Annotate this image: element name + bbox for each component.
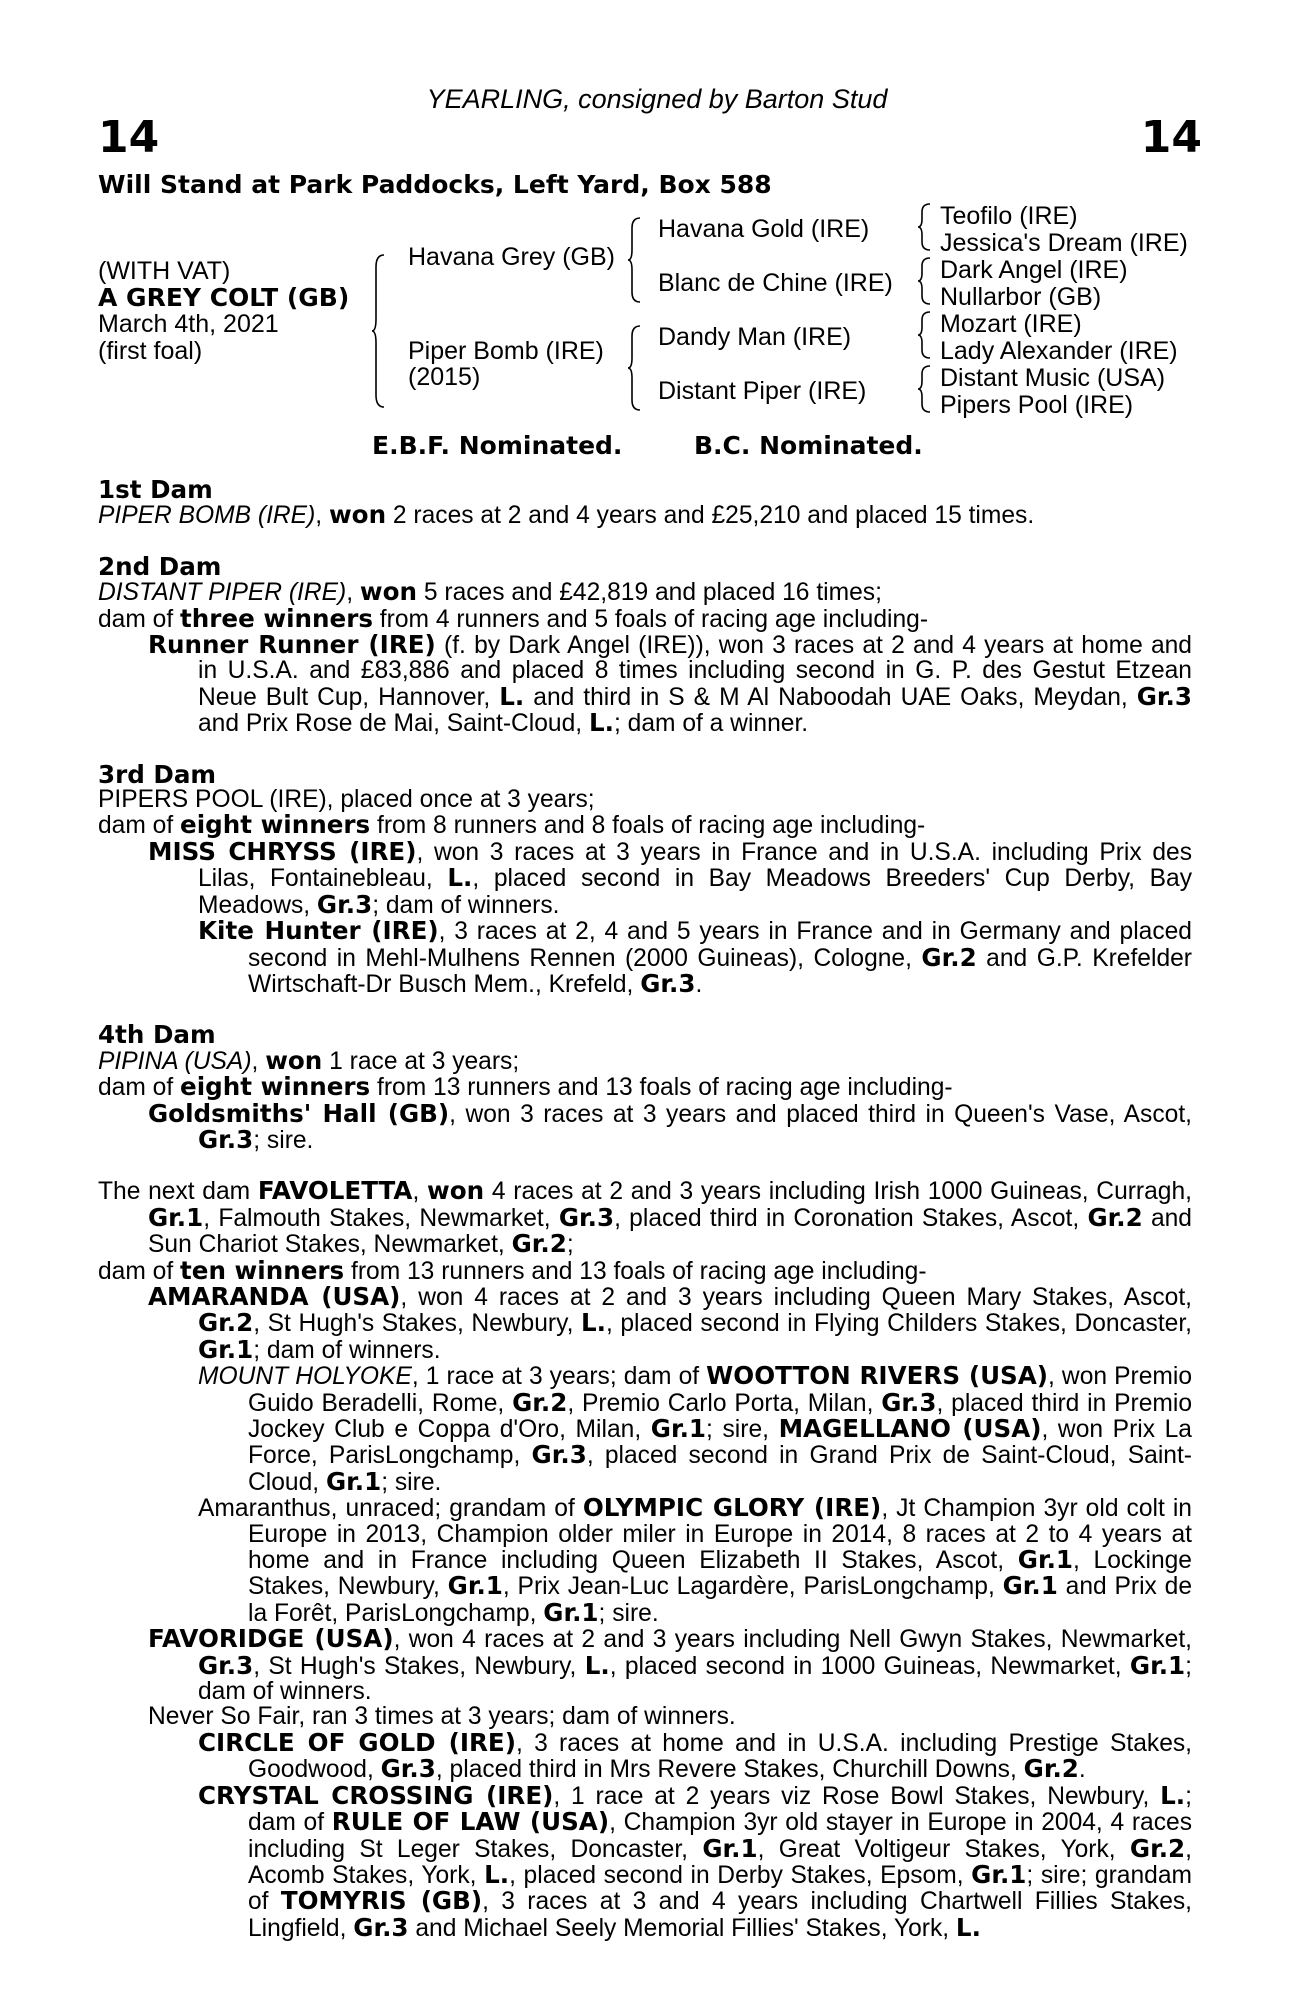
miss-chryss-entry: MISS CHRYSS (IRE), won 3 races at 3 years in France and in U.S.A. including Prix des Lilas, Fontainebleau, L., placed second in Bay Meadows Breeders' Cup Derby, Bay Meadows, Gr.3; dam of winners.: [148, 836, 1193, 919]
horse-name: CRYSTAL CROSSING (IRE): [198, 1780, 554, 1810]
horse-name: Kite Hunter (IRE): [198, 916, 439, 946]
circle-of-gold-entry: CIRCLE OF GOLD (IRE), 3 races at home and in U.S.A. including Prestige Stakes, Goodwood, Gr.3, placed third in Mrs Revere Stakes, Churchill Downs, Gr.2.: [198, 1727, 1192, 1784]
dam2-produce: [98, 603, 1192, 633]
dam: Piper Bomb (IRE): [408, 337, 604, 365]
mount-holyoke-entry: MOUNT HOLYOKE, 1 race at 3 years; dam of WOOTTON RIVERS (USA), won Premio Guido Beradelli, Rome, Gr.2, Premio Carlo Porta, Milan, Gr.3, placed third in Premio Jockey Club e Coppa d'Oro, Milan, Gr.1; sire, MAGELLANO (USA), won Prix La Force, ParisLongchamp, Gr.3, placed second in Grand Prix de Saint-Cloud, Saint-Cloud, Gr.1; sire.: [198, 1361, 1193, 1496]
horse-name: A GREY COLT (GB): [98, 283, 350, 312]
dam3-produce: dam of eight winners from 8 runners and 8 foals of racing age including-: [98, 810, 926, 840]
next-dam-produce: dam of ten winners from 13 runners and 13 foals of racing age including-: [98, 1255, 927, 1285]
next-dam-name: FAVOLETTA: [257, 1176, 413, 1206]
gg-1: Teofilo (IRE): [940, 202, 1078, 230]
horse-name: MISS CHRYSS (IRE): [148, 836, 417, 866]
amaranda-entry: AMARANDA (USA), won 4 races at 2 and 3 years including Queen Mary Stakes, Ascot, Gr.2, St Hugh's Stakes, Newbury, L., placed second in Flying Childers Stakes, Doncaster, Gr.1; dam of winners.: [148, 1281, 1193, 1364]
first-foal-note: (first foal): [98, 337, 203, 365]
dam2-record: DISTANT PIPER (IRE), won 5 races and £42,819 and placed 16 times;: [98, 577, 882, 607]
gg-2: Jessica's Dream (IRE): [940, 229, 1188, 257]
dam3-record: PIPERS POOL (IRE), placed once at 3 years;: [98, 786, 595, 814]
dam2-name: DISTANT PIPER (IRE): [98, 579, 347, 607]
sire-sire: Havana Gold (IRE): [658, 215, 870, 243]
horse-name: Runner Runner (IRE): [148, 630, 436, 660]
crystal-crossing-entry: CRYSTAL CROSSING (IRE), 1 race at 2 years viz Rose Bowl Stakes, Newbury, L.; dam of RULE OF LAW (USA), Champion 3yr old stayer in Europe in 2004, 4 races including St Leger Stakes, Doncaster, Gr.1, Great Voltigeur Stakes, York, Gr.2, Acomb Stakes, York, L., placed second in Derby Stakes, Epsom, Gr.1; sire; grandam of TOMYRIS (GB), 3 races at 3 and 4 years including Chartwell Fillies Stakes, Lingfield, Gr.3 and Michael Seely Memorial Fillies' Stakes, York, L.: [198, 1780, 1192, 1942]
horse-name: MOUNT HOLYOKE: [198, 1363, 412, 1391]
amaranthus-entry: Amaranthus, unraced; grandam of OLYMPIC GLORY (IRE), Jt Champion 3yr old colt in Europe in 2013, Champion older miler in Europe in 2014, 8 races at 2 to 4 years at home and in France including Queen Elizabeth II Stakes, Ascot, Gr.1, Lockinge Stakes, Newbury, Gr.1, Prix Jean-Luc Lagardère, ParisLongchamp, Gr.1 and Prix de la Forêt, ParisLongchamp, Gr.1; sire.: [198, 1493, 1192, 1627]
sire-dam: Blanc de Chine (IRE): [658, 269, 893, 297]
winners-text: from 4 runners and 5 foals of racing age including-: [372, 605, 929, 633]
kite-hunter-entry: Kite Hunter (IRE), 3 races at 2, 4 and 5 years in France and in Germany and placed second in Mehl-Mulhens Rennen (2000 Guineas), Cologne, Gr.2 and G.P. Krefelder Wirtschaft-Dr Busch Mem., Krefeld, Gr.3.: [198, 916, 1192, 998]
gg-8: Pipers Pool (IRE): [940, 391, 1134, 419]
lot-number-left: 14: [98, 112, 160, 163]
dam-sire: Dandy Man (IRE): [658, 323, 852, 351]
bc-nomination: B.C. Nominated.: [694, 431, 923, 460]
lot-number-right: 14: [1140, 112, 1202, 163]
gg-7: Distant Music (USA): [940, 364, 1166, 392]
horse-name: AMARANDA (USA): [148, 1281, 401, 1311]
dam4-name: PIPINA (USA): [98, 1047, 252, 1075]
dam4-produce: dam of eight winners from 13 runners and 13 foals of racing age including-: [98, 1072, 953, 1102]
horse-name: CIRCLE OF GOLD (IRE): [198, 1727, 516, 1757]
dam4-record: PIPINA (USA), won 1 race at 3 years;: [98, 1045, 520, 1075]
never-so-fair-entry: Never So Fair, ran 3 times at 3 years; dam of winners.: [148, 1703, 736, 1731]
dam2-heading: 2nd Dam: [98, 551, 222, 581]
dam3-heading: 3rd Dam: [98, 759, 217, 789]
bracket-g3: [918, 312, 932, 358]
bracket-g2: [918, 258, 932, 304]
gg-3: Dark Angel (IRE): [940, 256, 1128, 284]
won-label: won: [359, 577, 418, 607]
dam-dam: Distant Piper (IRE): [658, 377, 867, 405]
won-label: won: [328, 500, 387, 530]
horse-name: FAVORIDGE (USA): [148, 1624, 394, 1654]
bracket-dam: [628, 326, 642, 410]
dam1-name: PIPER BOMB (IRE): [98, 502, 316, 530]
dam1-text: 2 races at 2 and 4 years and £25,210 and placed 15 times.: [386, 502, 1035, 530]
ebf-nomination: E.B.F. Nominated.: [372, 431, 623, 460]
favoridge-entry: FAVORIDGE (USA), won 4 races at 2 and 3 years including Nell Gwyn Stakes, Newmarket, Gr.3, St Hugh's Stakes, Newbury, L., placed second in 1000 Guineas, Newmarket, Gr.1; dam of winners.: [148, 1624, 1192, 1706]
dam1-record: PIPER BOMB (IRE), won 2 races at 2 and 4 years and £25,210 and placed 15 times.: [98, 500, 1035, 530]
consignment-line: YEARLING, consigned by Barton Stud: [426, 84, 888, 114]
bracket-sire: [628, 218, 642, 302]
dam4-heading: 4th Dam: [98, 1020, 216, 1050]
goldsmiths-hall-entry: Goldsmiths' Hall (GB), won 3 races at 3 years and placed third in Queen's Vase, Ascot, Gr.3; sire.: [148, 1098, 1192, 1154]
gg-5: Mozart (IRE): [940, 310, 1082, 338]
bracket-g4: [918, 366, 932, 412]
bracket-g1: [918, 204, 932, 250]
sire: Havana Grey (GB): [408, 243, 616, 271]
dam2-text: 5 races and £42,819 and placed 16 times;: [417, 579, 882, 607]
catalogue-text: [98, 477, 1192, 1941]
bracket-main: [372, 255, 386, 407]
dam1-heading: 1st Dam: [98, 475, 213, 504]
stand-location: Will Stand at Park Paddocks, Left Yard, Box 588: [98, 170, 772, 199]
next-dam-record: The next dam FAVOLETTA, won 4 races at 2 and 3 years including Irish 1000 Guineas, Curragh, Gr.1, Falmouth Stakes, Newmarket, Gr.3, placed third in Coronation Stakes, Ascot, Gr.2 and Sun Chariot Stakes, Newmarket, Gr.2;: [98, 1176, 1192, 1259]
vat-note: (WITH VAT): [98, 257, 231, 285]
horse-name: Goldsmiths' Hall (GB): [148, 1098, 450, 1128]
dam-of-label: dam of: [98, 605, 181, 633]
foaling-date: March 4th, 2021: [98, 310, 279, 338]
winners-count: three winners: [180, 603, 373, 633]
dam-year: (2015): [408, 363, 481, 391]
gg-6: Lady Alexander (IRE): [940, 337, 1178, 365]
gg-4: Nullarbor (GB): [940, 283, 1102, 311]
runner-runner-entry: Runner Runner (IRE) (f. by Dark Angel (IRE)), won 3 races at 2 and 4 years at home and in U.S.A. and £83,886 and placed 8 times including second in G. P. des Gestut Etzean Neue Bult Cup, Hannover, L. and third in S & M Al Naboodah UAE Oaks, Meydan, Gr.3 and Prix Rose de Mai, Saint-Cloud, L.; dam of a winner.: [148, 630, 1192, 738]
